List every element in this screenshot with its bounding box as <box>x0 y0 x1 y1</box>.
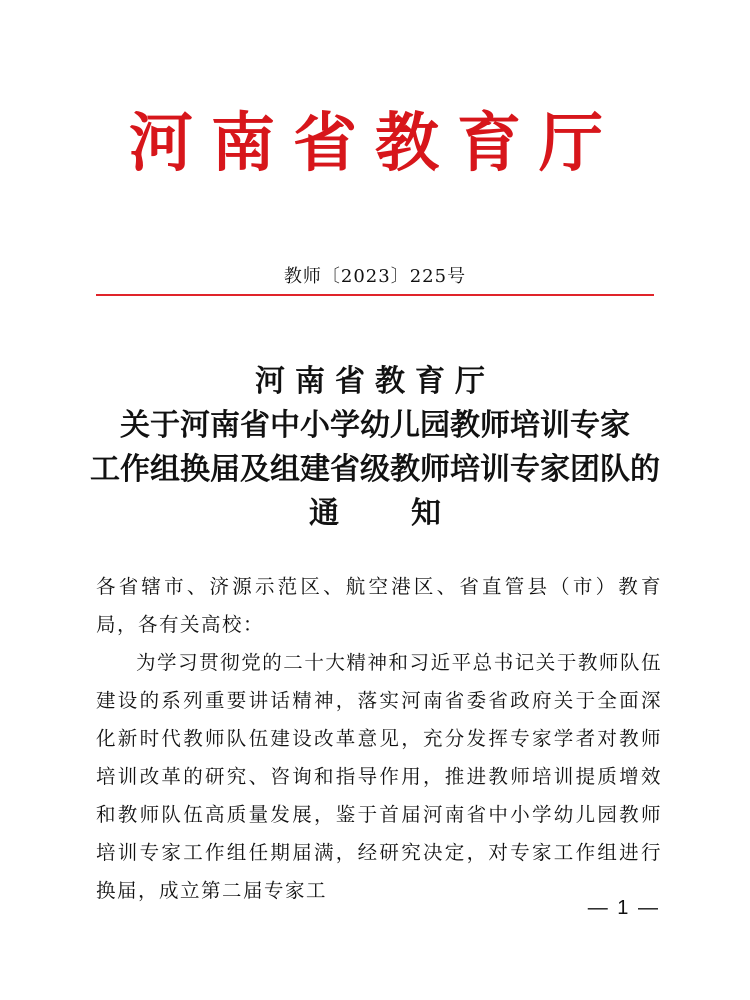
document-number: 教师〔2023〕225号 <box>283 266 467 287</box>
title-notice-char-1: 通 <box>309 496 339 531</box>
title-line-3: 工作组换届及组建省级教师培训专家团队的 <box>90 452 660 487</box>
body-paragraph: 为学习贯彻党的二十大精神和习近平总书记关于教师队伍建设的系列重要讲话精神，落实河南省委省政府关于全面深化新时代教师队伍建设改革意见，充分发挥专家学者对教师培训改革的研究、咨询和指导作用，推进教师培训提质增效和教师队伍高质量发展，鉴于首届河南省中小学幼儿园教师培训专家工作组任期届满，经研究决定，对专家工作组进行换届，成立第二届专家工 <box>96 651 662 902</box>
red-divider-line <box>96 294 654 296</box>
notice-title <box>0 360 750 536</box>
title-line-notice <box>0 492 750 536</box>
title-line-2: 关于河南省中小学幼儿园教师培训专家 <box>120 408 630 443</box>
recipients-line: 各省辖市、济源示范区、航空港区、省直管县（市）教育局，各有关高校： <box>96 575 662 636</box>
page-number: — 1 — <box>587 897 660 919</box>
masthead: 河南省教育厅 <box>129 106 621 181</box>
title-notice-char-2: 知 <box>411 496 441 531</box>
title-line-issuer: 河南省教育厅 <box>255 364 495 399</box>
notice-body <box>96 568 662 910</box>
